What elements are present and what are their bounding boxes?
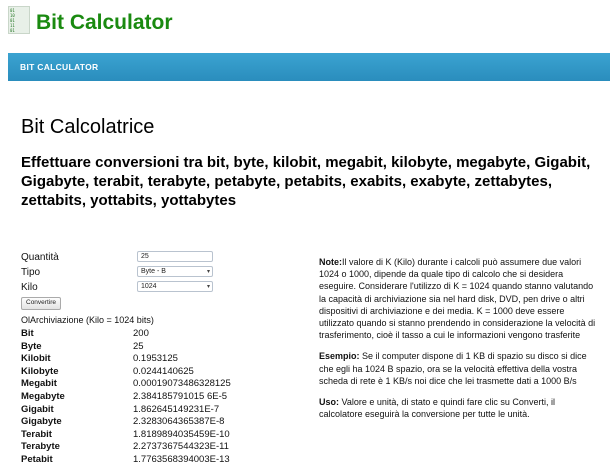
result-unit-label: Kilobyte (21, 365, 59, 377)
type-select[interactable] (137, 266, 213, 277)
kilo-select[interactable] (137, 281, 213, 292)
kilo-label: Kilo (21, 282, 38, 293)
result-row (21, 341, 291, 353)
example-label: Esempio: (319, 351, 360, 362)
result-row (21, 366, 291, 378)
result-value: 0.1953125 (133, 353, 178, 365)
result-unit-label: Kilobit (21, 353, 51, 365)
result-value: 2.3283064365387E-8 (133, 416, 225, 428)
example-text: Se il computer dispone di 1 KB di spazio su disco si dice che egli ha 1024 B spazio, ora se la velocità effettiva della vostra scheda di rete è 1 KB/s noi dice che lei trasmette dati a 1000 B/s (319, 351, 587, 386)
page-title: Bit Calcolatrice (21, 116, 155, 138)
kilo-select-value: 1024 (141, 283, 157, 290)
result-unit-label: Megabit (21, 378, 57, 390)
site-logo[interactable] (8, 6, 30, 34)
result-row (21, 416, 291, 428)
use-text: Valore e unità, di stato e quindi fare clic su Converti, il calcolatore eseguirà la conversione per tutte le unità. (319, 397, 555, 420)
result-row (21, 391, 291, 403)
result-value: 2.2737367544323E-11 (133, 441, 229, 453)
result-unit-label: Bit (21, 328, 34, 339)
page-subtitle: Effettuare conversioni tra bit, byte, kilobit, megabit, kilobyte, megabyte, Gigabit, Gigabyte, terabit, terabyte, petabyte, petabits, exabits, exabyte, zettabytes, zettabits, yottabits, yottabytes (21, 154, 591, 209)
chevron-updown-icon: ▾ (206, 269, 210, 275)
result-value: 1.8189894035459E-10 (133, 428, 230, 440)
result-row (21, 454, 291, 466)
convert-button[interactable]: Convertire (21, 297, 61, 310)
result-unit-label: Megabyte (21, 391, 65, 402)
notes-panel (319, 256, 599, 429)
result-unit-label: Byte (21, 340, 42, 352)
use-label: Uso: (319, 397, 339, 408)
type-label: Tipo (21, 267, 41, 278)
result-row (21, 441, 291, 453)
note-text: Il valore di K (Kilo) durante i calcoli può assumere due valori 1024 o 1000, dipende da quale tipo di calcolo che si desidera eseguire. Considerare l'utilizzo di K = 1024 quando stanno valutando la capacità di archiviazione sia nel hard disk, DVD, pen drive o altri dispositivi di archiviazione e dei media. K = 1000 deve essere utilizzato quando si stanno prendendo in considerazione la velocità di trasferimento, cioè il tasso a cui le informazioni vengono trasferite (319, 257, 596, 341)
use-paragraph (319, 396, 599, 420)
result-unit-label: Terabit (21, 428, 52, 440)
results-header: OlArchiviazione (Kilo = 1024 bits) (21, 315, 154, 325)
logo-text: 01 10 01 11 01 (10, 8, 15, 33)
note-label: Note: (319, 257, 342, 267)
navbar (8, 53, 610, 81)
result-row (21, 378, 291, 390)
result-row (21, 328, 291, 340)
result-value: 200 (133, 328, 149, 339)
quantity-label: Quantità (21, 252, 59, 263)
result-value: 25 (133, 340, 144, 352)
quantity-input[interactable]: 25 (137, 251, 213, 262)
result-value: 2.384185791015 6E-5 (133, 391, 228, 402)
site-title[interactable]: Bit Calculator (36, 11, 173, 34)
result-unit-label: Petabit (21, 454, 53, 465)
result-unit-label: Terabyte (21, 441, 60, 453)
example-paragraph (319, 350, 599, 387)
result-value: 0.00019073486328125 (133, 378, 231, 390)
nav-link-bit-calculator[interactable]: BIT CALCULATOR (20, 62, 99, 72)
result-row (21, 353, 291, 365)
result-value: 1.7763568394003E-13 (133, 454, 230, 465)
result-unit-label: Gigabit (21, 403, 54, 415)
type-select-value: Byte - B (141, 268, 166, 275)
result-value: 1.862645149231E-7 (133, 403, 220, 415)
chevron-updown-icon: ▾ (206, 284, 210, 290)
result-unit-label: Gigabyte (21, 416, 62, 428)
note-paragraph (319, 256, 599, 341)
result-value: 0.0244140625 (133, 365, 194, 377)
result-row (21, 404, 291, 416)
result-row (21, 429, 291, 441)
